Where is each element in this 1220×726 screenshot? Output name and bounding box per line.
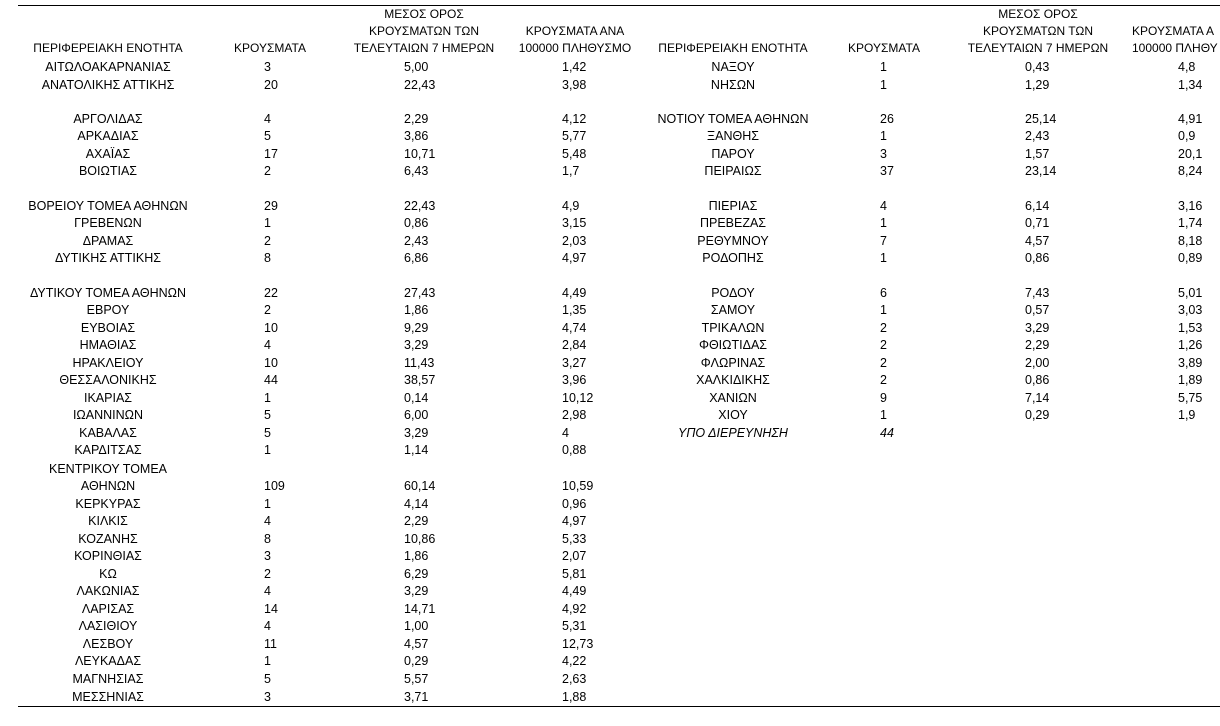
- left-table-cell-cases: 2: [264, 303, 271, 317]
- left-table-cell-cases: 2: [264, 234, 271, 248]
- left-table-cell-per100k: 10,12: [562, 391, 594, 405]
- left-table-cell-per100k: 0,88: [562, 443, 587, 457]
- right-table-cell-cases: 4: [880, 199, 887, 213]
- left-table-cell-per100k: 4,49: [562, 584, 587, 598]
- left-table-cell-per100k: 5,48: [562, 147, 587, 161]
- right-table-cell-per100k: 1,89: [1178, 373, 1203, 387]
- right-table-row: [0, 372, 1220, 389]
- right-table-row: [0, 355, 1220, 372]
- left-table-cell-per100k: 4,22: [562, 654, 587, 668]
- left-table-cell-per100k: 5,31: [562, 619, 587, 633]
- right-header-per100k-line1: ΚΡΟΥΣΜΑΤΑ Α: [1132, 24, 1214, 38]
- right-table-cell-per100k: 20,1: [1178, 147, 1203, 161]
- right-table-row: [0, 302, 1220, 319]
- right-table-cell-name: ΡΟΔΟΥ: [711, 286, 755, 300]
- right-table-cell-name: ΝΗΣΩΝ: [710, 78, 756, 92]
- left-table-row: [0, 478, 1220, 495]
- left-table-cell-avg7: 4,14: [404, 497, 429, 511]
- left-header-region: [24, 40, 192, 57]
- left-table-cell-per100k: 2,03: [562, 234, 587, 248]
- right-table-row: [0, 111, 1220, 128]
- left-table-cell-avg7: 5,00: [404, 60, 429, 74]
- right-table-cell-cases: 1: [880, 129, 887, 143]
- left-table-cell-avg7: 2,43: [404, 234, 429, 248]
- right-table-cell-cases: 1: [880, 303, 887, 317]
- left-table-cell-name: ΒΟΙΩΤΙΑΣ: [78, 164, 138, 178]
- right-table-cell-per100k: 1,74: [1178, 216, 1203, 230]
- left-table-cell-cases: 1: [264, 216, 271, 230]
- right-header-per100k-line2: 100000 ΠΛΗΘΥ: [1132, 41, 1218, 55]
- left-table-cell-name: ΕΥΒΟΙΑΣ: [80, 321, 136, 335]
- left-table-cell-name: ΑΙΤΩΛΟΑΚΑΡΝΑΝΙΑΣ: [45, 60, 171, 74]
- left-table-cell-cases: 20: [264, 78, 278, 92]
- left-table-cell-name: ΔΡΑΜΑΣ: [82, 234, 134, 248]
- left-table-row: [0, 548, 1220, 565]
- left-table-cell-cases: 4: [264, 338, 271, 352]
- left-table-cell-per100k: 12,73: [562, 637, 594, 651]
- left-header-per100k-line2: 100000 ΠΛΗΘΥΣΜΟ: [518, 41, 632, 55]
- right-table-row: [0, 285, 1220, 302]
- right-table-cell-cases: 3: [880, 147, 887, 161]
- right-table-cell-cases: 2: [880, 321, 887, 335]
- right-table-cell-avg7: 2,29: [1025, 338, 1050, 352]
- left-table-cell-avg7: 38,57: [404, 373, 436, 387]
- left-table-cell-per100k: 5,81: [562, 567, 587, 581]
- right-table-cell-name: ΧΑΝΙΩΝ: [709, 391, 757, 405]
- left-table-cell-cases: 1: [264, 654, 271, 668]
- right-header-avg7-line2: ΚΡΟΥΣΜΑΤΩΝ ΤΩΝ: [982, 24, 1094, 38]
- left-table-cell-cases: 2: [264, 164, 271, 178]
- left-table-row: [0, 513, 1220, 530]
- right-table-cell-per100k: 5,01: [1178, 286, 1203, 300]
- right-table-cell-name: ΦΛΩΡΙΝΑΣ: [700, 356, 766, 370]
- left-table-cell-avg7: 3,29: [404, 584, 429, 598]
- left-table-cell-cases: 44: [264, 373, 278, 387]
- right-table-cell-name: ΣΑΜΟΥ: [710, 303, 756, 317]
- right-table-cell-per100k: 1,9: [1178, 408, 1196, 422]
- left-table-cell-name: ΕΒΡΟΥ: [86, 303, 130, 317]
- left-table-cell-cases: 14: [264, 602, 278, 616]
- right-table-cell-avg7: 2,43: [1025, 129, 1050, 143]
- left-table-cell-name: ΛΑΚΩΝΙΑΣ: [76, 584, 140, 598]
- right-table-cell-avg7: 3,29: [1025, 321, 1050, 335]
- left-table-cell-name: ΘΕΣΣΑΛΟΝΙΚΗΣ: [59, 373, 157, 387]
- left-table-cell-avg7: 5,57: [404, 672, 429, 686]
- left-table-cell-name: ΙΩΑΝΝΙΝΩΝ: [72, 408, 144, 422]
- left-table-cell-per100k: 5,33: [562, 532, 587, 546]
- right-table-cell-cases: 2: [880, 356, 887, 370]
- left-table-cell-cases: 3: [264, 60, 271, 74]
- right-table-cell-name: ΦΘΙΩΤΙΔΑΣ: [698, 338, 768, 352]
- bottom-rule: [18, 706, 1220, 707]
- left-table-cell-name: ΛΕΥΚΑΔΑΣ: [74, 654, 142, 668]
- right-table-cell-name: ΝΟΤΙΟΥ ΤΟΜΕΑ ΑΘΗΝΩΝ: [657, 112, 809, 126]
- left-table-cell-cases: 5: [264, 426, 271, 440]
- right-table-cell-avg7: 1,57: [1025, 147, 1050, 161]
- left-table-cell-cases: 1: [264, 391, 271, 405]
- left-table-cell-cases: 2: [264, 567, 271, 581]
- left-table-cell-cases: 5: [264, 129, 271, 143]
- right-table-row: [0, 128, 1220, 145]
- right-table-cell-avg7: 0,29: [1025, 408, 1050, 422]
- left-table-cell-name: ΑΡΚΑΔΙΑΣ: [77, 129, 139, 143]
- left-table-cell-avg7: 9,29: [404, 321, 429, 335]
- left-table-cell-avg7: 0,86: [404, 216, 429, 230]
- left-table-row: [0, 461, 1220, 478]
- right-table-cell-avg7: 6,14: [1025, 199, 1050, 213]
- right-table-cell-avg7: 0,86: [1025, 373, 1050, 387]
- left-table-row: [0, 496, 1220, 513]
- left-table-cell-name: ΑΘΗΝΩΝ: [80, 479, 136, 493]
- left-table-cell-name: ΑΧΑΪΑΣ: [85, 147, 131, 161]
- left-table-cell-per100k: 1,7: [562, 164, 580, 178]
- left-table-cell-cases: 3: [264, 690, 271, 704]
- right-table-cell-per100k: 3,89: [1178, 356, 1203, 370]
- right-table-cell-cases: 7: [880, 234, 887, 248]
- right-header-region-text: ΠΕΡΙΦΕΡΕΙΑΚΗ ΕΝΟΤΗΤΑ: [658, 41, 808, 55]
- left-table-cell-avg7: 3,71: [404, 690, 429, 704]
- left-table-cell-per100k: 4: [562, 426, 569, 440]
- right-table-cell-name: ΠΡΕΒΕΖΑΣ: [699, 216, 767, 230]
- left-table-cell-cases: 4: [264, 619, 271, 633]
- right-table-row: [0, 59, 1220, 76]
- left-table-cell-per100k: 3,98: [562, 78, 587, 92]
- left-table-cell-cases: 8: [264, 532, 271, 546]
- left-table-cell-name: ΚΙΛΚΙΣ: [88, 514, 128, 528]
- left-table-cell-cases: 29: [264, 199, 278, 213]
- right-table-cell-cases: 1: [880, 78, 887, 92]
- left-table-cell-avg7: 1,14: [404, 443, 429, 457]
- right-table-row: [0, 146, 1220, 163]
- left-table-cell-name: ΚΟΖΑΝΗΣ: [78, 532, 138, 546]
- left-table-row: [0, 601, 1220, 618]
- right-table-cell-cases: 37: [880, 164, 894, 178]
- right-header-avg7: [966, 6, 1110, 57]
- right-table-cell-avg7: 7,43: [1025, 286, 1050, 300]
- left-table-cell-avg7: 3,86: [404, 129, 429, 143]
- left-table-cell-avg7: 22,43: [404, 199, 436, 213]
- right-table-row: [0, 425, 1220, 442]
- left-table-cell-per100k: 2,98: [562, 408, 587, 422]
- left-table-cell-name: ΚΩ: [99, 567, 117, 581]
- left-table-cell-avg7: 3,29: [404, 426, 429, 440]
- left-table-cell-per100k: 5,77: [562, 129, 587, 143]
- left-table-cell-cases: 1: [264, 497, 271, 511]
- right-table-cell-avg7: 4,57: [1025, 234, 1050, 248]
- left-table-cell-name: ΔΥΤΙΚΗΣ ΑΤΤΙΚΗΣ: [55, 251, 161, 265]
- right-table-cell-per100k: 1,53: [1178, 321, 1203, 335]
- left-table-cell-name: ΛΕΣΒΟΥ: [82, 637, 134, 651]
- right-table-row: [0, 198, 1220, 215]
- left-header-avg7-line2: ΚΡΟΥΣΜΑΤΩΝ ΤΩΝ: [368, 24, 480, 38]
- left-header-per100k: [508, 23, 642, 57]
- left-table-cell-cases: 5: [264, 408, 271, 422]
- left-table-row: [0, 653, 1220, 670]
- left-table-cell-cases: 4: [264, 514, 271, 528]
- left-table-cell-avg7: 6,86: [404, 251, 429, 265]
- right-table-cell-per100k: 3,03: [1178, 303, 1203, 317]
- right-table-cell-cases: 1: [880, 60, 887, 74]
- right-table-cell-cases: 44: [880, 426, 894, 440]
- right-table-cell-per100k: 4,8: [1178, 60, 1196, 74]
- left-table-cell-cases: 8: [264, 251, 271, 265]
- left-header-cases-text: ΚΡΟΥΣΜΑΤΑ: [234, 41, 306, 55]
- right-table-cell-name: ΥΠΟ ΔΙΕΡΕΥΝΗΣΗ: [678, 426, 788, 440]
- left-table-row: [0, 636, 1220, 653]
- left-table-cell-avg7: 0,29: [404, 654, 429, 668]
- left-table-cell-avg7: 6,29: [404, 567, 429, 581]
- left-table-cell-avg7: 6,43: [404, 164, 429, 178]
- right-table-cell-avg7: 7,14: [1025, 391, 1050, 405]
- right-table-cell-name: ΧΙΟΥ: [718, 408, 748, 422]
- left-table-cell-per100k: 4,97: [562, 514, 587, 528]
- right-table-cell-per100k: 0,9: [1178, 129, 1196, 143]
- left-table-cell-name: ΚΑΡΔΙΤΣΑΣ: [74, 443, 142, 457]
- right-table-row: [0, 215, 1220, 232]
- left-header-avg7-line1: ΜΕΣΟΣ ΟΡΟΣ: [384, 7, 464, 21]
- right-table-cell-per100k: 0,89: [1178, 251, 1203, 265]
- right-table-cell-name: ΠΕΙΡΑΙΩΣ: [704, 164, 762, 178]
- left-table-cell-per100k: 2,07: [562, 549, 587, 563]
- right-table-cell-cases: 1: [880, 216, 887, 230]
- left-header-per100k-line1: ΚΡΟΥΣΜΑΤΑ ΑΝΑ: [525, 24, 625, 38]
- left-table-cell-cases: 4: [264, 112, 271, 126]
- right-header-avg7-line3: ΤΕΛΕΥΤΑΙΩΝ 7 ΗΜΕΡΩΝ: [967, 41, 1109, 55]
- right-table-cell-name: ΠΑΡΟΥ: [711, 147, 755, 161]
- left-table-cell-cases: 22: [264, 286, 278, 300]
- right-table-row: [0, 337, 1220, 354]
- right-table-cell-cases: 6: [880, 286, 887, 300]
- right-table-row: [0, 390, 1220, 407]
- left-table-cell-per100k: 0,96: [562, 497, 587, 511]
- left-table-cell-avg7: 4,57: [404, 637, 429, 651]
- right-table-cell-cases: 26: [880, 112, 894, 126]
- right-table-cell-name: ΧΑΛΚΙΔΙΚΗΣ: [696, 373, 770, 387]
- left-table-cell-name: ΛΑΣΙΘΙΟΥ: [78, 619, 138, 633]
- right-table-cell-name: ΠΙΕΡΙΑΣ: [708, 199, 758, 213]
- right-header-per100k: [1132, 23, 1220, 57]
- left-table-cell-avg7: 11,43: [404, 356, 435, 370]
- right-table-cell-avg7: 1,29: [1025, 78, 1050, 92]
- left-table-cell-avg7: 22,43: [404, 78, 436, 92]
- left-table-cell-per100k: 4,49: [562, 286, 587, 300]
- left-table-cell-name: ΗΡΑΚΛΕΙΟΥ: [72, 356, 144, 370]
- left-table-cell-cases: 11: [264, 637, 277, 651]
- left-table-cell-name: ΛΑΡΙΣΑΣ: [81, 602, 135, 616]
- left-table-cell-cases: 1: [264, 443, 271, 457]
- right-table-row: [0, 407, 1220, 424]
- left-table-cell-name: ΒΟΡΕΙΟΥ ΤΟΜΕΑ ΑΘΗΝΩΝ: [28, 199, 188, 213]
- left-table-cell-name: ΑΝΑΤΟΛΙΚΗΣ ΑΤΤΙΚΗΣ: [41, 78, 175, 92]
- right-table-cell-avg7: 23,14: [1025, 164, 1057, 178]
- left-table-cell-per100k: 4,97: [562, 251, 587, 265]
- right-table-row: [0, 77, 1220, 94]
- left-table-cell-avg7: 1,86: [404, 549, 429, 563]
- right-table-cell-cases: 1: [880, 251, 887, 265]
- left-table-cell-cases: 10: [264, 321, 278, 335]
- left-table-cell-name: ΗΜΑΘΙΑΣ: [79, 338, 137, 352]
- right-table-cell-avg7: 0,71: [1025, 216, 1050, 230]
- left-table-row: [0, 583, 1220, 600]
- right-table-cell-avg7: 25,14: [1025, 112, 1057, 126]
- right-table-cell-name: ΤΡΙΚΑΛΩΝ: [701, 321, 765, 335]
- right-table-cell-name: ΝΑΞΟΥ: [711, 60, 755, 74]
- left-table-cell-avg7: 27,43: [404, 286, 436, 300]
- left-table-cell-avg7: 2,29: [404, 112, 429, 126]
- left-table-cell-per100k: 4,9: [562, 199, 580, 213]
- left-header-region-text: ΠΕΡΙΦΕΡΕΙΑΚΗ ΕΝΟΤΗΤΑ: [33, 41, 183, 55]
- left-table-cell-per100k: 4,12: [562, 112, 587, 126]
- left-table-row: [0, 671, 1220, 688]
- left-table-cell-avg7: 0,14: [404, 391, 429, 405]
- left-table-cell-name: ΔΥΤΙΚΟΥ ΤΟΜΕΑ ΑΘΗΝΩΝ: [29, 286, 187, 300]
- right-table-cell-per100k: 1,26: [1178, 338, 1203, 352]
- left-table-cell-avg7: 60,14: [404, 479, 436, 493]
- right-table-cell-avg7: 0,43: [1025, 60, 1050, 74]
- left-table-row: [0, 618, 1220, 635]
- right-table-row: [0, 163, 1220, 180]
- left-table-cell-per100k: 10,59: [562, 479, 594, 493]
- left-table-cell-per100k: 1,42: [562, 60, 587, 74]
- left-table-row: [0, 689, 1220, 706]
- left-table-row: [0, 566, 1220, 583]
- left-table-row: [0, 531, 1220, 548]
- right-table-cell-avg7: 0,86: [1025, 251, 1050, 265]
- left-table-cell-cases: 4: [264, 584, 271, 598]
- left-table-cell-per100k: 4,74: [562, 321, 587, 335]
- left-table-cell-per100k: 3,15: [562, 216, 587, 230]
- right-table-cell-per100k: 8,24: [1178, 164, 1203, 178]
- left-table-cell-name: ΚΟΡΙΝΘΙΑΣ: [74, 549, 142, 563]
- left-table-cell-avg7: 10,86: [404, 532, 436, 546]
- right-table-cell-avg7: 2,00: [1025, 356, 1050, 370]
- left-header-avg7: [352, 6, 496, 57]
- right-table-cell-cases: 2: [880, 373, 887, 387]
- left-table-cell-name: ΚΕΡΚΥΡΑΣ: [75, 497, 141, 511]
- left-table-cell-avg7: 10,71: [404, 147, 436, 161]
- right-header-avg7-line1: ΜΕΣΟΣ ΟΡΟΣ: [998, 7, 1078, 21]
- right-table-cell-cases: 9: [880, 391, 887, 405]
- right-table-cell-per100k: 1,34: [1178, 78, 1203, 92]
- right-table-cell-per100k: 3,16: [1178, 199, 1203, 213]
- left-table-cell-per100k: 2,84: [562, 338, 587, 352]
- left-header-cases: [226, 40, 314, 57]
- left-table-cell-avg7: 1,86: [404, 303, 429, 317]
- left-table-cell-cases: 10: [264, 356, 278, 370]
- left-table-cell-name: ΓΡΕΒΕΝΩΝ: [74, 216, 142, 230]
- left-table-cell-name: ΚΑΒΑΛΑΣ: [79, 426, 137, 440]
- right-table-row: [0, 250, 1220, 267]
- left-table-cell-per100k: 1,35: [562, 303, 587, 317]
- right-table-cell-per100k: 5,75: [1178, 391, 1203, 405]
- left-table-cell-avg7: 6,00: [404, 408, 429, 422]
- left-table-cell-cases: 109: [264, 479, 285, 493]
- left-table-cell-avg7: 3,29: [404, 338, 429, 352]
- left-table-cell-avg7: 1,00: [404, 619, 429, 633]
- right-table-cell-per100k: 8,18: [1178, 234, 1203, 248]
- right-table-row: [0, 320, 1220, 337]
- left-table-row: [0, 442, 1220, 459]
- left-table-cell-name: ΜΑΓΝΗΣΙΑΣ: [72, 672, 144, 686]
- left-table-cell-avg7: 14,71: [404, 602, 436, 616]
- left-table-cell-avg7: 2,29: [404, 514, 429, 528]
- right-table-cell-cases: 2: [880, 338, 887, 352]
- left-table-cell-cases: 5: [264, 672, 271, 686]
- right-table-cell-name: ΡΕΘΥΜΝΟΥ: [697, 234, 769, 248]
- right-header-region: [649, 40, 817, 57]
- left-table-cell-per100k: 4,92: [562, 602, 587, 616]
- left-table-cell-name: ΑΡΓΟΛΙΔΑΣ: [73, 112, 143, 126]
- right-table-cell-cases: 1: [880, 408, 887, 422]
- left-table-cell-name: ΜΕΣΣΗΝΙΑΣ: [72, 690, 144, 704]
- left-table-cell-name: ΙΚΑΡΙΑΣ: [83, 391, 133, 405]
- left-header-avg7-line3: ΤΕΛΕΥΤΑΙΩΝ 7 ΗΜΕΡΩΝ: [353, 41, 495, 55]
- left-table-cell-cases: 3: [264, 549, 271, 563]
- right-header-cases-text: ΚΡΟΥΣΜΑΤΑ: [848, 41, 920, 55]
- right-header-cases: [840, 40, 928, 57]
- left-table-cell-per100k: 3,27: [562, 356, 587, 370]
- left-table-cell-name: ΚΕΝΤΡΙΚΟΥ ΤΟΜΕΑ: [49, 462, 167, 476]
- right-table-cell-avg7: 0,57: [1025, 303, 1050, 317]
- left-table-cell-per100k: 1,88: [562, 690, 587, 704]
- left-table-cell-per100k: 3,96: [562, 373, 587, 387]
- right-table-cell-per100k: 4,91: [1178, 112, 1203, 126]
- right-table-row: [0, 233, 1220, 250]
- left-table-cell-cases: 17: [264, 147, 278, 161]
- right-table-cell-name: ΞΑΝΘΗΣ: [707, 129, 759, 143]
- right-table-cell-name: ΡΟΔΟΠΗΣ: [702, 251, 764, 265]
- left-table-cell-per100k: 2,63: [562, 672, 587, 686]
